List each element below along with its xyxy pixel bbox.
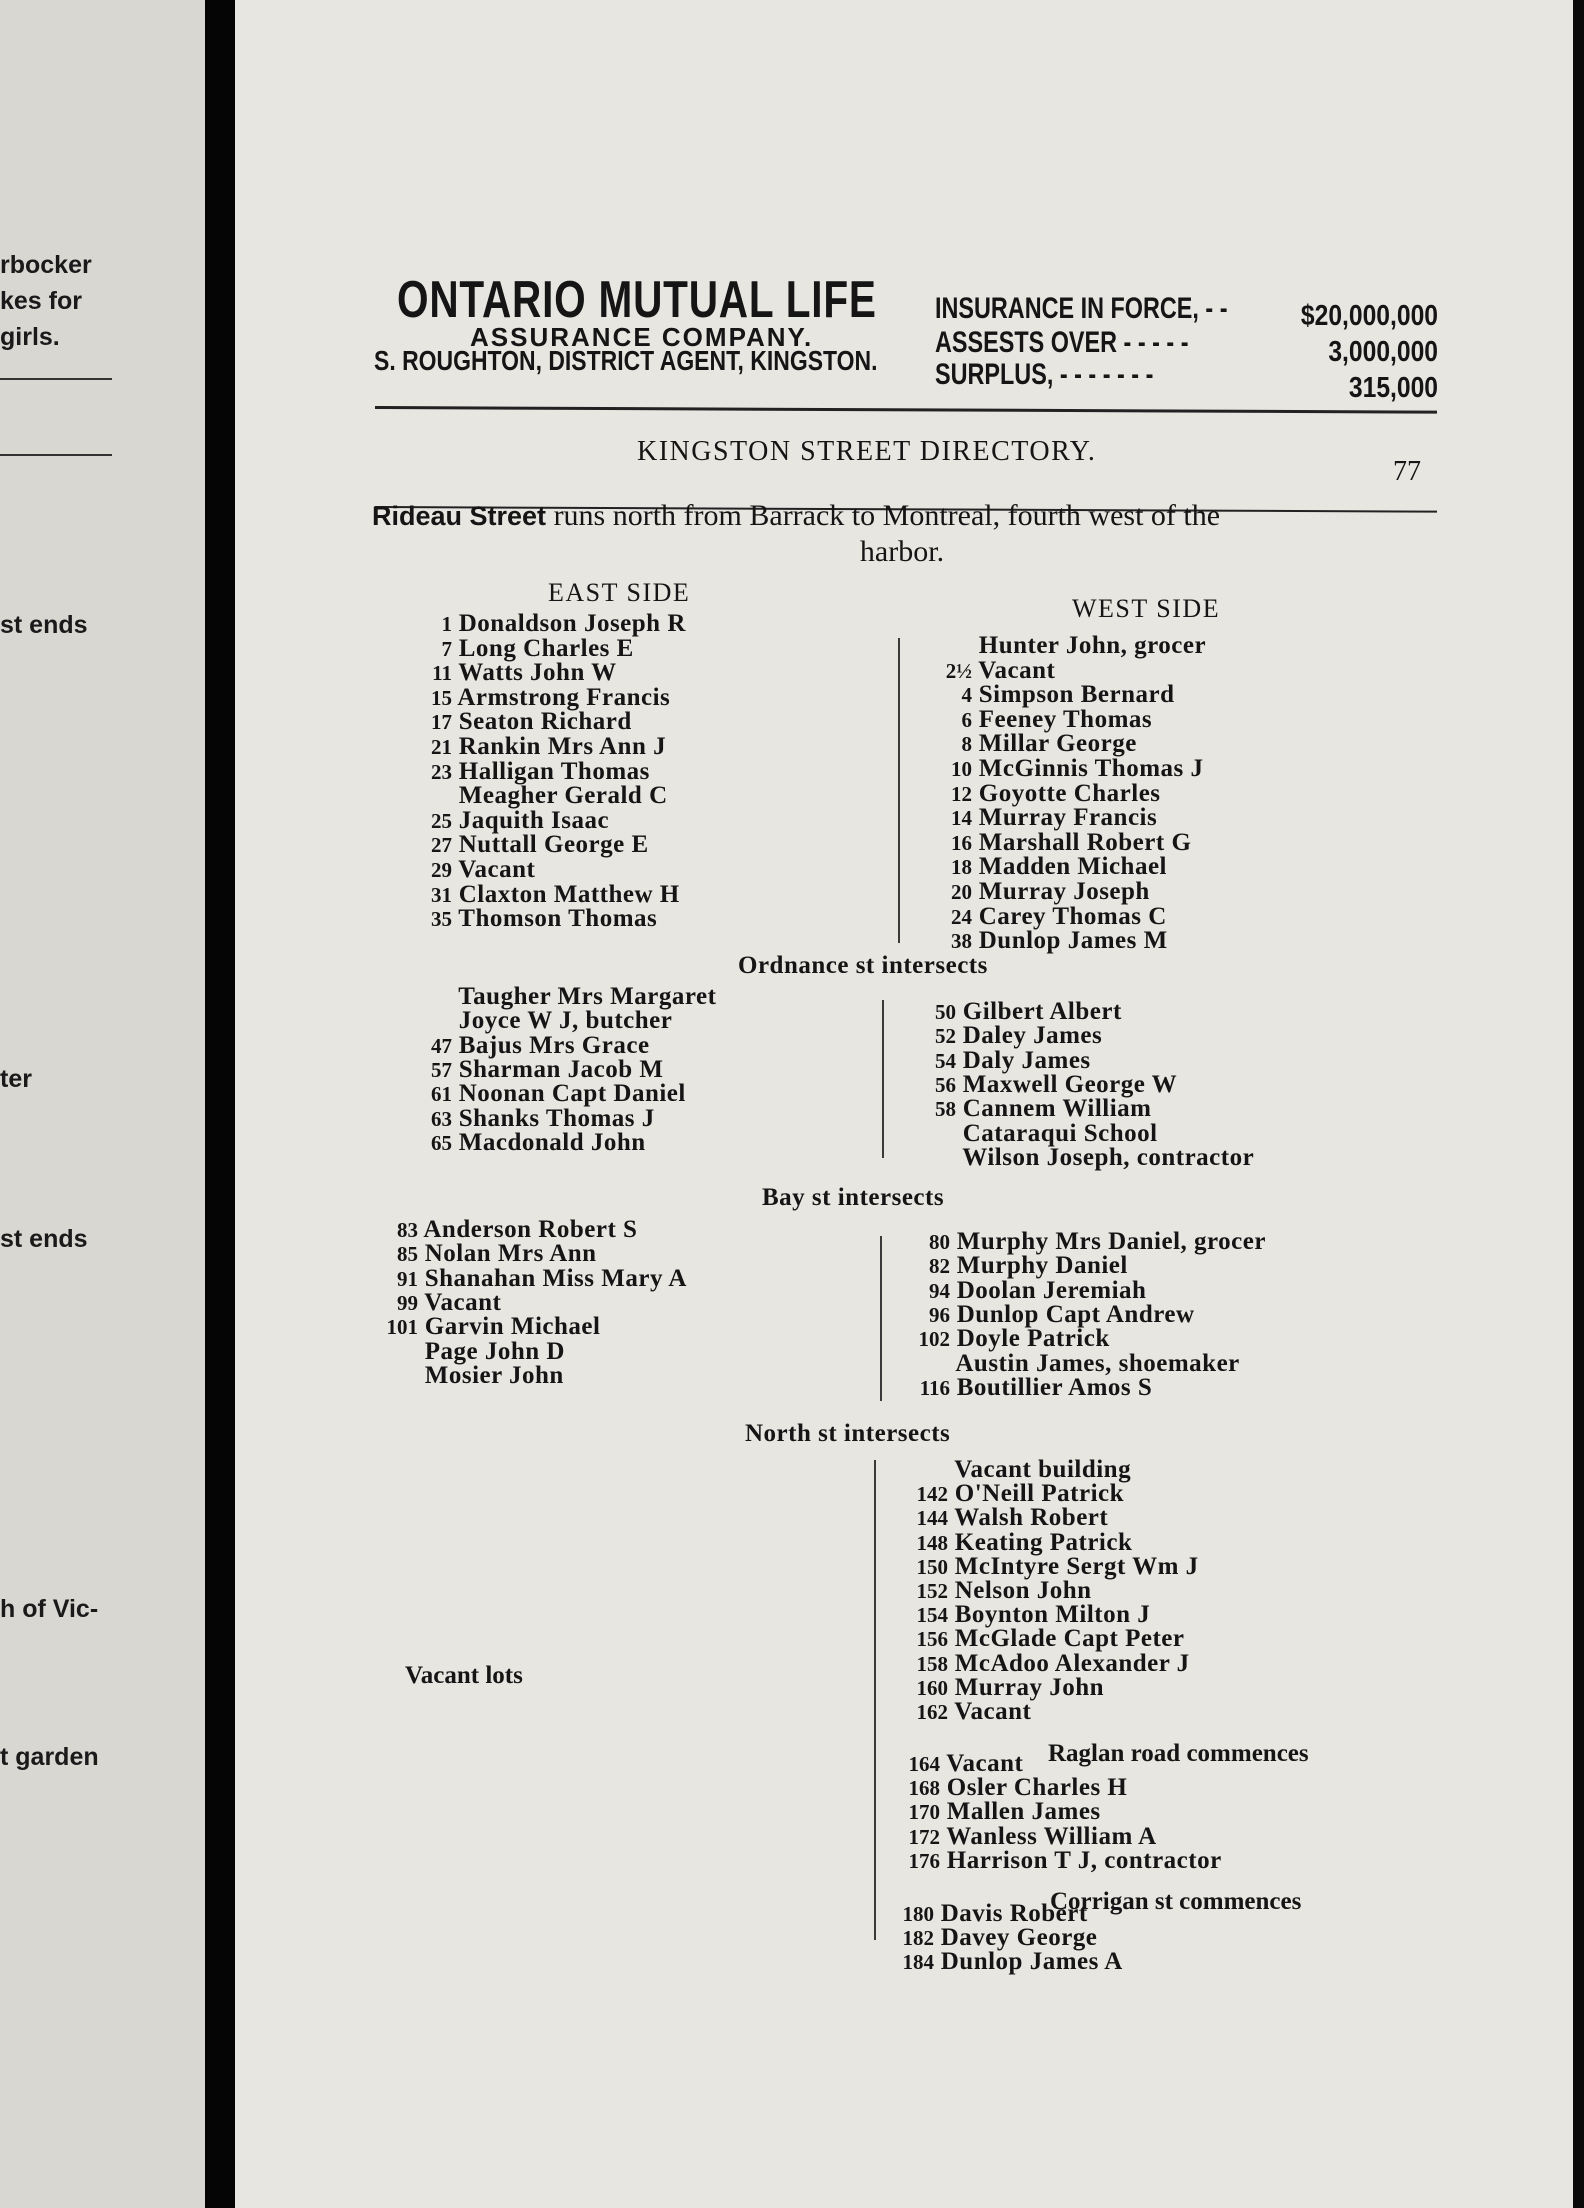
directory-entry — [392, 985, 716, 1009]
left-page-rule — [0, 378, 112, 380]
directory-entry — [358, 1242, 597, 1266]
resident-name: Nuttall George E — [452, 831, 649, 858]
resident-name: Nelson John — [948, 1577, 1092, 1604]
directory-entry — [882, 1652, 1190, 1676]
house-number: 180 — [902, 1902, 934, 1926]
directory-entry — [874, 1825, 1157, 1849]
house-number: 20 — [951, 880, 972, 904]
house-number: 47 — [431, 1034, 452, 1058]
directory-entry — [882, 1531, 1132, 1555]
directory-entry — [392, 637, 634, 661]
house-number: 38 — [951, 929, 972, 953]
resident-name: Davis Robert — [934, 1900, 1088, 1927]
left-page-text: st ends — [0, 1225, 88, 1253]
directory-entry — [358, 1315, 600, 1339]
house-number: 15 — [431, 686, 452, 710]
resident-name: Maxwell George W — [956, 1071, 1178, 1098]
resident-name: Vacant — [418, 1289, 502, 1316]
directory-entry — [392, 1034, 650, 1058]
directory-entry — [906, 634, 1206, 658]
directory-entry — [392, 1107, 655, 1131]
directory-entry — [392, 612, 686, 636]
directory-entry — [890, 1146, 1254, 1170]
house-number: 101 — [386, 1315, 418, 1339]
directory-entry — [906, 880, 1150, 904]
house-number: 83 — [397, 1218, 418, 1242]
house-number: 116 — [919, 1376, 950, 1400]
resident-name: Murray Joseph — [972, 878, 1150, 905]
house-number: 29 — [431, 858, 452, 882]
resident-name: Seaton Richard — [452, 708, 632, 735]
resident-name: Carey Thomas C — [972, 903, 1167, 930]
house-number: 6 — [961, 708, 972, 732]
resident-name: Mallen James — [940, 1798, 1101, 1825]
house-number: 11 — [432, 661, 452, 685]
house-number: 96 — [929, 1303, 950, 1327]
directory-entry — [358, 1340, 565, 1364]
resident-name: Claxton Matthew H — [452, 881, 680, 908]
house-number: 8 — [961, 732, 972, 756]
resident-name: Watts John W — [452, 659, 617, 686]
house-number: 156 — [916, 1627, 948, 1651]
directory-entry — [358, 1267, 687, 1291]
resident-name: Boynton Milton J — [948, 1601, 1151, 1628]
house-number: 18 — [951, 855, 972, 879]
column-divider — [880, 1236, 882, 1401]
house-number: 17 — [431, 710, 452, 734]
ad-stat-value: $20,000,000 — [1300, 300, 1438, 332]
left-page-text: girls. — [0, 323, 60, 351]
resident-name: Walsh Robert — [948, 1504, 1109, 1531]
page-edge — [1573, 0, 1584, 2208]
house-number: 63 — [431, 1107, 452, 1131]
west-side-heading: WEST SIDE — [1072, 594, 1221, 623]
resident-name: Noonan Capt Daniel — [452, 1080, 686, 1107]
directory-entry — [906, 708, 1152, 732]
directory-entry — [890, 1049, 1091, 1073]
directory-entry — [884, 1352, 1240, 1376]
directory-entry — [392, 710, 632, 734]
street-name: Rideau Street — [372, 501, 547, 531]
house-number: 91 — [397, 1267, 418, 1291]
directory-entry — [392, 833, 649, 857]
house-number: 14 — [951, 806, 972, 830]
house-number: 56 — [935, 1073, 956, 1097]
directory-entry — [874, 1849, 1222, 1873]
left-page-text: rbocker — [0, 251, 92, 279]
intersection-note: North st intersects — [745, 1420, 951, 1447]
resident-name: Nolan Mrs Ann — [418, 1240, 597, 1267]
resident-name: McGinnis Thomas J — [972, 755, 1204, 782]
house-number: 172 — [908, 1825, 940, 1849]
street-intro — [372, 500, 1432, 568]
resident-name: Murray Francis — [972, 804, 1158, 831]
resident-name: Doolan Jeremiah — [950, 1277, 1147, 1304]
running-head: KINGSTON STREET DIRECTORY. — [637, 436, 1097, 467]
house-number: 16 — [951, 831, 972, 855]
house-number: 21 — [431, 735, 452, 759]
directory-entry — [906, 782, 1161, 806]
house-number: 80 — [929, 1230, 950, 1254]
directory-entry — [874, 1776, 1127, 1800]
resident-name: Wanless William A — [940, 1823, 1157, 1850]
intersection-note: Ordnance st intersects — [738, 952, 988, 979]
resident-name: McIntyre Sergt Wm J — [948, 1553, 1199, 1580]
house-number: 2½ — [945, 659, 972, 683]
resident-name: Halligan Thomas — [452, 758, 650, 785]
resident-name: Vacant building — [948, 1456, 1132, 1483]
directory-entry — [874, 1800, 1101, 1824]
book-gutter — [205, 0, 235, 2208]
intersection-note: Bay st intersects — [762, 1184, 945, 1211]
resident-name: Garvin Michael — [418, 1313, 601, 1340]
resident-name: Cataraqui School — [956, 1120, 1158, 1147]
resident-name: O'Neill Patrick — [948, 1480, 1125, 1507]
resident-name: Boutillier Amos S — [950, 1374, 1153, 1401]
resident-name: Vacant — [452, 856, 536, 883]
house-number: 170 — [908, 1800, 940, 1824]
directory-entry — [392, 809, 609, 833]
resident-name: Macdonald John — [452, 1129, 646, 1156]
ad-stat-label: ASSESTS OVER - - - - - — [935, 326, 1189, 359]
resident-name: Mosier John — [418, 1362, 564, 1389]
road-commences-note: Corrigan st commences — [1050, 1888, 1302, 1915]
house-number: 102 — [918, 1327, 950, 1351]
directory-entry — [884, 1327, 1110, 1351]
resident-name: Marshall Robert G — [972, 829, 1192, 856]
resident-name: Anderson Robert S — [418, 1216, 638, 1243]
house-number: 25 — [431, 809, 452, 833]
house-number: 99 — [397, 1291, 418, 1315]
resident-name: Millar George — [972, 730, 1137, 757]
resident-name: Gilbert Albert — [956, 998, 1122, 1025]
directory-entry — [392, 907, 657, 931]
left-page-rule — [0, 454, 112, 456]
house-number: 94 — [929, 1279, 950, 1303]
directory-entry — [392, 661, 617, 685]
left-page-text: st ends — [0, 611, 88, 639]
directory-entry — [906, 855, 1167, 879]
directory-entry — [882, 1506, 1108, 1530]
house-number: 142 — [916, 1482, 948, 1506]
column-divider — [898, 638, 900, 943]
resident-name: Feeney Thomas — [972, 706, 1153, 733]
left-page-text: t garden — [0, 1743, 99, 1771]
directory-entry — [906, 905, 1167, 929]
directory-entry — [906, 757, 1204, 781]
resident-name: Daly James — [956, 1047, 1091, 1074]
house-number: 24 — [951, 905, 972, 929]
house-number: 144 — [916, 1506, 948, 1530]
left-page-text: h of Vic- — [0, 1595, 99, 1623]
house-number: 7 — [441, 637, 452, 661]
directory-entry — [392, 1082, 686, 1106]
directory-entry — [882, 1700, 1031, 1724]
house-number: 154 — [916, 1603, 948, 1627]
house-number: 52 — [935, 1024, 956, 1048]
directory-entry — [358, 1218, 637, 1242]
directory-entry — [392, 1131, 646, 1155]
directory-entry — [906, 806, 1157, 830]
directory-entry — [882, 1579, 1092, 1603]
house-number: 10 — [951, 757, 972, 781]
resident-name: Austin James, shoemaker — [950, 1350, 1240, 1377]
resident-name: Goyotte Charles — [972, 780, 1161, 807]
resident-name: Jaquith Isaac — [452, 807, 610, 834]
resident-name: Vacant — [948, 1698, 1032, 1725]
east-side-heading: EAST SIDE — [548, 578, 691, 607]
house-number: 50 — [935, 1000, 956, 1024]
directory-entry — [392, 735, 666, 759]
resident-name: Madden Michael — [972, 853, 1167, 880]
resident-name: Sharman Jacob M — [452, 1056, 664, 1083]
directory-entry — [392, 883, 680, 907]
directory-entry — [874, 1752, 1023, 1776]
house-number: 54 — [935, 1049, 956, 1073]
directory-entry — [890, 1024, 1102, 1048]
resident-name: Dunlop James M — [972, 927, 1168, 954]
resident-name: Shanahan Miss Mary A — [418, 1265, 687, 1292]
house-number: 162 — [916, 1700, 948, 1724]
house-number: 164 — [908, 1752, 940, 1776]
resident-name: Keating Patrick — [948, 1529, 1133, 1556]
resident-name: Vacant — [972, 657, 1056, 684]
resident-name: Dunlop James A — [934, 1948, 1123, 1975]
house-number: 182 — [902, 1926, 934, 1950]
resident-name: Meagher Gerald C — [452, 782, 668, 809]
resident-name: Doyle Patrick — [950, 1325, 1110, 1352]
resident-name: Long Charles E — [452, 635, 634, 662]
resident-name: Rankin Mrs Ann J — [452, 733, 667, 760]
road-commences-note: Raglan road commences — [1048, 1740, 1309, 1767]
resident-name: Daley James — [956, 1022, 1103, 1049]
directory-entry — [358, 1364, 564, 1388]
house-number: 148 — [916, 1531, 948, 1555]
house-number: 150 — [916, 1555, 948, 1579]
house-number: 160 — [916, 1676, 948, 1700]
left-page-text: kes for — [0, 287, 82, 315]
directory-entry — [884, 1376, 1152, 1400]
directory-entry — [882, 1458, 1131, 1482]
directory-entry — [392, 784, 668, 808]
directory-entry — [890, 1122, 1158, 1146]
directory-entry — [884, 1230, 1266, 1254]
house-number: 27 — [431, 833, 452, 857]
directory-entry — [890, 1097, 1152, 1121]
house-number: 57 — [431, 1058, 452, 1082]
directory-entry — [358, 1291, 501, 1315]
resident-name: Armstrong Francis — [452, 684, 671, 711]
house-number: 158 — [916, 1652, 948, 1676]
directory-entry — [882, 1627, 1185, 1651]
house-number: 184 — [902, 1950, 934, 1974]
ad-subtitle: ASSURANCE COMPANY. — [470, 322, 814, 352]
directory-entry — [868, 1950, 1123, 1974]
ad-stat-value: 315,000 — [1348, 372, 1438, 404]
house-number: 1 — [441, 612, 452, 636]
directory-entry — [906, 929, 1168, 953]
street-description-continued: harbor. — [859, 535, 945, 568]
resident-name: Osler Charles H — [940, 1774, 1128, 1801]
directory-entry — [392, 1009, 672, 1033]
house-number: 82 — [929, 1254, 950, 1278]
directory-entry — [392, 858, 535, 882]
ad-title: ONTARIO MUTUAL LIFE — [397, 271, 877, 329]
left-page-text: ter — [0, 1065, 32, 1093]
ad-stat-label: INSURANCE IN FORCE, - - — [935, 292, 1228, 325]
house-number: 12 — [951, 782, 972, 806]
house-number: 35 — [431, 907, 452, 931]
directory-entry — [882, 1555, 1199, 1579]
resident-name: McGlade Capt Peter — [948, 1625, 1185, 1652]
resident-name: Thomson Thomas — [452, 905, 658, 932]
ad-stat-value: 3,000,000 — [1328, 336, 1438, 368]
resident-name: Murray John — [948, 1674, 1104, 1701]
directory-entry — [882, 1482, 1124, 1506]
directory-entry — [882, 1676, 1104, 1700]
directory-entry — [868, 1902, 1088, 1926]
house-number: 168 — [908, 1776, 940, 1800]
house-number: 85 — [397, 1242, 418, 1266]
resident-name: Dunlop Capt Andrew — [950, 1301, 1195, 1328]
resident-name: Taugher Mrs Margaret — [452, 983, 717, 1010]
resident-name: Joyce W J, butcher — [452, 1007, 673, 1034]
resident-name: Murphy Mrs Daniel, grocer — [950, 1228, 1266, 1255]
resident-name: Bajus Mrs Grace — [452, 1032, 650, 1059]
resident-name: Cannem William — [956, 1095, 1152, 1122]
directory-entry — [884, 1303, 1195, 1327]
house-number: 23 — [431, 760, 452, 784]
street-description: runs north from Barrack to Montreal, fourth west of the — [553, 499, 1221, 532]
house-number: 31 — [431, 883, 452, 907]
directory-entry — [392, 686, 670, 710]
resident-name: Donaldson Joseph R — [452, 610, 686, 637]
page-number: 77 — [1393, 456, 1421, 487]
resident-name: McAdoo Alexander J — [948, 1650, 1190, 1677]
directory-entry — [906, 831, 1191, 855]
ad-stat-label: SURPLUS, - - - - - - - — [935, 358, 1154, 391]
resident-name: Hunter John, grocer — [972, 632, 1207, 659]
resident-name: Murphy Daniel — [950, 1252, 1128, 1279]
house-number: 176 — [908, 1849, 940, 1873]
directory-entry — [884, 1279, 1146, 1303]
directory-entry — [392, 1058, 663, 1082]
resident-name: Vacant — [940, 1750, 1024, 1777]
resident-name: Page John D — [418, 1338, 565, 1365]
resident-name: Simpson Bernard — [972, 681, 1175, 708]
directory-entry — [906, 732, 1137, 756]
house-number: 65 — [431, 1131, 452, 1155]
resident-name: Davey George — [934, 1924, 1098, 1951]
house-number: 4 — [961, 683, 972, 707]
directory-entry — [392, 760, 650, 784]
house-number: 61 — [431, 1082, 452, 1106]
resident-name: Harrison T J, contractor — [940, 1847, 1222, 1874]
directory-entry — [890, 1073, 1177, 1097]
resident-name: Wilson Joseph, contractor — [956, 1144, 1255, 1171]
directory-entry — [890, 1000, 1122, 1024]
directory-entry — [906, 659, 1055, 683]
resident-name: Shanks Thomas J — [452, 1105, 655, 1132]
ad-agent: S. ROUGHTON, DISTRICT AGENT, KINGSTON. — [374, 345, 878, 376]
directory-entry — [868, 1926, 1097, 1950]
left-page-fragment — [0, 0, 205, 2208]
directory-entry — [906, 683, 1174, 707]
vacant-lots-note: Vacant lots — [405, 1662, 523, 1689]
column-divider — [882, 1000, 884, 1158]
directory-entry — [882, 1603, 1150, 1627]
directory-entry — [884, 1254, 1128, 1278]
house-number: 58 — [935, 1097, 956, 1121]
house-number: 152 — [916, 1579, 948, 1603]
